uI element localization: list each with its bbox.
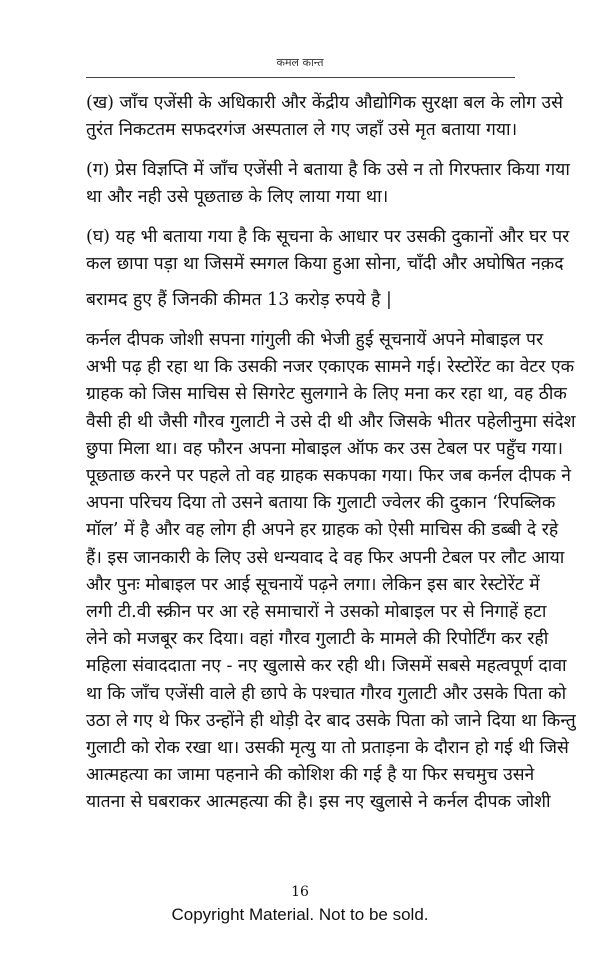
running-header: कमल कान्त [276,56,324,69]
paragraph-line: पूछताछ करने पर पहले तो वह ग्राहक सकपका गया। फिर जब कर्नल दीपक ने [86,466,571,486]
list-item-line: बरामद हुए हैं जिनकी कीमत 13 करोड़ रुपये है | [86,290,392,310]
paragraph-line: लगी टी.वी स्क्रीन पर आ रहे समाचारों ने उसको मोबाइल पर से निगाहें हटा [86,602,547,622]
paragraph-line: वैसी ही थी जैसी गौरव गुलाटी ने उसे दी थी और जिसके भीतर पहेलीनुमा संदेश [86,411,576,432]
paragraph-line: छुपा मिला था। वह फौरन अपना मोबाइल ऑफ कर उस टेबल पर पहुँच गया। [86,438,563,459]
paragraph-line: यातना से घबराकर आत्महत्या की है। इस नए खुलासे ने कर्नल दीपक जोशी [86,792,551,813]
paragraph-line: उठा ले गए थे फिर उन्होंने ही थोड़ी देर बाद उसके पिता को जाने दिया था किन्तु [86,710,576,731]
paragraph-line: गुलाटी को रोक रखा था। उसकी मृत्यु या तो प्रताड़ना के दौरान हो गई थी जिसे [86,738,569,758]
paragraph-line: और पुनः मोबाइल पर आई सूचनायें पढ़ने लगा। लेकिन इस बार रेस्टोरेंट में [86,574,540,595]
paragraph-line: कर्नल दीपक जोशी सपना गांगुली की भेजी हुई सूचनायें अपने मोबाइल पर [86,330,544,350]
paragraph-line: ग्राहक को जिस माचिस से सिगरेट सुलगाने के लिए मना कर रहा था, वह ठीक [86,384,567,405]
list-item-line: था और नही उसे पूछताछ के लिए लाया गया था। [86,187,389,207]
list-item-line: कल छापा पड़ा था जिसमें स्मगल किया हुआ सोना, चाँदी और अघोषित नक़द [86,254,564,274]
page-number: 16 [291,884,309,900]
header-rule [86,77,515,78]
paragraph-line: आत्महत्या का जामा पहनाने की कोशिश की गई है या फिर सचमुच उसने [86,765,535,786]
paragraph-line: महिला संवाददाता नए - नए खुलासे कर रही थी। जिसमें सबसे महत्वपूर्ण दावा [86,656,567,677]
paragraph-line: मॉल’ में है और वह लोग ही अपने हर ग्राहक को ऐसी माचिस की डब्बी दे रहे [86,520,559,541]
copyright-notice: Copyright Material. Not to be sold. [171,905,429,924]
list-item-line: (ख) जाँच एजेंसी के अधिकारी और केंद्रीय औद्योगिक सुरक्षा बल के लोग उसे [86,93,563,113]
list-item-line: तुरंत निकटतम सफदरगंज अस्पताल ले गए जहाँ उसे मृत बताया गया। [86,120,518,140]
paragraph-line: हैं। इस जानकारी के लिए उसे धन्यवाद दे वह फिर अपनी टेबल पर लौट आया [86,547,565,568]
paragraph-line: था कि जाँच एजेंसी वाले ही छापे के पश्चात गौरव गुलाटी और उसके पिता को [86,683,567,704]
paragraph-line: लेने को मजबूर कर दिया। वहां गौरव गुलाटी के मामले की रिपोर्टिंग कर रही [86,629,549,650]
paragraph-line: अपना परिचय दिया तो उसने बताया कि गुलाटी ज्वेलर की दुकान ‘रिपब्लिक [86,493,556,514]
list-item-line: (ग) प्रेस विज्ञप्ति में जाँच एजेंसी ने बताया है कि उसे न तो गिरफ्तार किया गया [86,160,570,180]
list-item-line: (घ) यह भी बताया गया है कि सूचना के आधार पर उसकी दुकानों और घर पर [86,227,570,247]
paragraph-line: अभी पढ़ ही रहा था कि उसकी नजर एकाएक सामने गई। रेस्टोरेंट का वेटर एक [86,357,575,378]
